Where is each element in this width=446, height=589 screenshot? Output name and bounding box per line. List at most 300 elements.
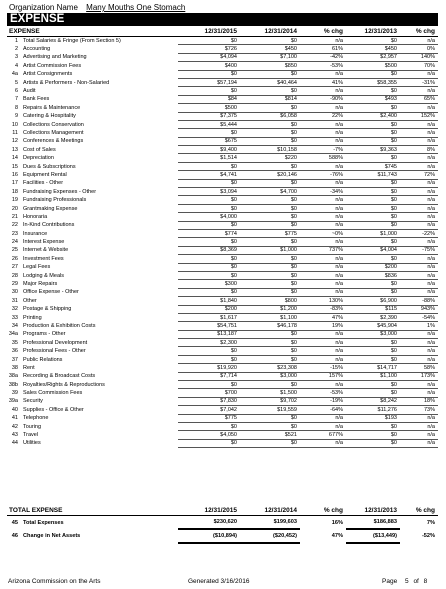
value-2015: $9,400 xyxy=(178,146,240,154)
value-2014: $10,158 xyxy=(240,146,300,154)
expense-row xyxy=(7,146,438,154)
line-number: 9 xyxy=(14,113,18,120)
line-number: 22 xyxy=(11,222,18,229)
line-number: 29 xyxy=(11,281,18,288)
expense-row xyxy=(7,339,438,347)
footer-generated-date: Generated 3/16/2016 xyxy=(188,578,250,585)
value-2013: $0 xyxy=(346,154,400,162)
pct-change-2015-2014: -53% xyxy=(300,389,346,397)
value-2015: $0 xyxy=(178,355,240,363)
line-number: 13 xyxy=(11,146,18,153)
pct-change-2015-2014: -64% xyxy=(300,406,346,414)
value-2013: $0 xyxy=(346,87,400,95)
line-label: Travel xyxy=(23,432,39,439)
pct-change-2014-2013: 18% xyxy=(400,397,438,405)
value-2014: $0 xyxy=(240,221,300,229)
value-2014: $46,178 xyxy=(240,322,300,330)
line-number: 18 xyxy=(11,188,18,195)
value-2013: $0 xyxy=(346,255,400,263)
column-header-2014: 12/31/2014 xyxy=(264,28,297,35)
value-2013: $0 xyxy=(346,129,400,137)
value-2013: $745 xyxy=(346,162,400,170)
line-label: Artist Consignments xyxy=(23,71,73,78)
value-2013: $0 xyxy=(346,355,400,363)
value-2013: $0 xyxy=(346,70,400,78)
total-row xyxy=(7,529,438,543)
expense-row xyxy=(7,196,438,204)
expense-row xyxy=(7,255,438,263)
pct-change-2015-2014: n/a xyxy=(300,238,346,246)
pct-change-2015-2014: -34% xyxy=(300,188,346,196)
pct-change-2014-2013: n/a xyxy=(400,381,438,389)
line-label: Repairs & Maintenance xyxy=(23,104,81,111)
value-2013: $115 xyxy=(346,305,400,313)
line-label: Recording & Broadcast Costs xyxy=(23,373,96,380)
expense-row xyxy=(7,389,438,397)
value-2013: $0 xyxy=(346,288,400,296)
value-2015: $675 xyxy=(178,137,240,145)
line-number: 15 xyxy=(11,163,18,170)
value-2015: $0 xyxy=(178,196,240,204)
value-2014: $0 xyxy=(240,271,300,279)
line-number: 36 xyxy=(11,348,18,355)
pct-change-2014-2013: n/a xyxy=(400,280,438,288)
organization-name-line xyxy=(9,3,185,12)
column-header-2015: 12/31/2015 xyxy=(204,28,237,35)
pct-change-2015-2014: 47% xyxy=(331,533,343,539)
expense-table xyxy=(7,27,438,448)
line-number: 38 xyxy=(11,364,18,371)
pct-change-2015-2014: n/a xyxy=(300,439,346,447)
pct-change-2015-2014: 61% xyxy=(300,45,346,53)
line-label: Dues & Subscriptions xyxy=(23,163,76,170)
pct-change-2014-2013: n/a xyxy=(400,347,438,355)
value-2014: $0 xyxy=(240,204,300,212)
line-number: 39a xyxy=(8,398,18,405)
value-2013: $0 xyxy=(346,389,400,397)
line-number: 40 xyxy=(11,406,18,413)
line-label: Sales Commission Fees xyxy=(23,390,83,397)
line-label: Printing xyxy=(23,314,42,321)
value-2014: $0 xyxy=(240,162,300,170)
value-2015: $0 xyxy=(178,204,240,212)
value-2014: $850 xyxy=(240,62,300,70)
line-label: Professional Fees - Other xyxy=(23,348,86,355)
value-2014: $1,500 xyxy=(240,389,300,397)
column-header-2013: 12/31/2013 xyxy=(364,28,397,35)
value-2013: $58,355 xyxy=(346,78,400,86)
pct-change-2014-2013: 943% xyxy=(400,305,438,313)
value-2014: $20,146 xyxy=(240,171,300,179)
value-2015: $775 xyxy=(178,414,240,422)
line-label: Interest Expense xyxy=(23,239,65,246)
pct-change-2015-2014: -90% xyxy=(300,95,346,103)
pct-change-2015-2014: 737% xyxy=(300,246,346,254)
value-2014: $0 xyxy=(240,414,300,422)
value-2015: $57,194 xyxy=(178,78,240,86)
pct-change-2015-2014: n/a xyxy=(300,129,346,137)
value-2013: $0 xyxy=(346,347,400,355)
line-number: 34 xyxy=(11,322,18,329)
line-label: Rent xyxy=(23,364,35,371)
line-number: 3 xyxy=(14,54,18,61)
value-2015: $7,042 xyxy=(178,406,240,414)
pct-change-2015-2014: n/a xyxy=(300,37,346,45)
value-2015: $0 xyxy=(178,439,240,447)
value-2013: $3,000 xyxy=(346,330,400,338)
footer-page-num: 5 xyxy=(405,578,409,585)
pct-change-2015-2014: n/a xyxy=(300,162,346,170)
expense-row xyxy=(7,204,438,212)
pct-change-2015-2014: n/a xyxy=(300,104,346,112)
line-number: 11 xyxy=(12,129,18,136)
value-2013: $836 xyxy=(346,271,400,279)
pct-change-2015-2014: n/a xyxy=(300,288,346,296)
line-number: 44 xyxy=(11,440,18,447)
organization-label: Organization Name xyxy=(9,3,78,12)
pct-change-2014-2013: n/a xyxy=(400,355,438,363)
line-label: Total Salaries & Fringe (From Section 5) xyxy=(23,37,121,44)
line-number: 24 xyxy=(11,239,18,246)
value-2013: $0 xyxy=(346,422,400,430)
expense-row xyxy=(7,330,438,338)
pct-change-2014-2013: 65% xyxy=(400,95,438,103)
value-2014: $0 xyxy=(240,37,300,45)
footer-page-number xyxy=(382,578,427,585)
expense-row xyxy=(7,288,438,296)
pct-change-2015-2014: -42% xyxy=(300,53,346,61)
expense-column-label: EXPENSE xyxy=(9,28,40,35)
expense-row xyxy=(7,137,438,145)
value-2014: $450 xyxy=(240,45,300,53)
line-number: 34a xyxy=(8,331,18,338)
expense-row xyxy=(7,53,438,61)
line-number: 8 xyxy=(14,104,18,111)
value-2015: $0 xyxy=(178,37,240,45)
line-label: Programs - Other xyxy=(23,331,66,338)
line-label: Change in Net Assets xyxy=(23,533,81,539)
pct-change-2014-2013: n/a xyxy=(400,431,438,439)
line-label: Royalties/Rights & Reproductions xyxy=(23,381,105,388)
line-number: 28 xyxy=(11,272,18,279)
pct-change-2014-2013: n/a xyxy=(400,196,438,204)
pct-change-2015-2014: n/a xyxy=(300,263,346,271)
pct-change-2015-2014: 588% xyxy=(300,154,346,162)
expense-row xyxy=(7,381,438,389)
value-2014: $9,702 xyxy=(240,397,300,405)
value-2013: $0 xyxy=(346,381,400,389)
value-2015: $0 xyxy=(178,87,240,95)
line-label: Facilities - Other xyxy=(23,180,64,187)
expense-row xyxy=(7,305,438,313)
line-label: Honoraria xyxy=(23,213,48,220)
pct-change-2014-2013: -22% xyxy=(400,229,438,237)
line-label: Accounting xyxy=(23,46,51,53)
value-2015: $700 xyxy=(178,389,240,397)
pct-change-2014-2013: n/a xyxy=(400,414,438,422)
line-number: 2 xyxy=(14,46,18,53)
value-2015: $84 xyxy=(178,95,240,103)
value-2015: $726 xyxy=(178,45,240,53)
line-number: 23 xyxy=(11,230,18,237)
pct-change-2015-2014: -7% xyxy=(300,146,346,154)
value-2015: $13,187 xyxy=(178,330,240,338)
expense-row xyxy=(7,162,438,170)
pct-change-2015-2014: n/a xyxy=(300,213,346,221)
pct-change-2015-2014: -19% xyxy=(300,397,346,405)
value-2014: $6,058 xyxy=(240,112,300,120)
pct-change-2014-2013: n/a xyxy=(400,263,438,271)
pct-change-2015-2014: n/a xyxy=(300,179,346,187)
value-2014: $0 xyxy=(240,238,300,246)
totals-header-2013: 12/31/2013 xyxy=(364,507,397,514)
line-label: Collections Management xyxy=(23,129,84,136)
section-title-banner: EXPENSE xyxy=(7,13,438,26)
pct-change-2015-2014: 677% xyxy=(300,431,346,439)
expense-row xyxy=(7,179,438,187)
value-2014: $4,700 xyxy=(240,188,300,196)
line-label: Fundraising Expenses - Other xyxy=(23,188,97,195)
expense-row xyxy=(7,355,438,363)
value-2014: $0 xyxy=(240,120,300,128)
line-number: 20 xyxy=(11,205,18,212)
value-2014: $0 xyxy=(240,255,300,263)
value-2013: $45,904 xyxy=(346,322,400,330)
value-2013: $0 xyxy=(346,431,400,439)
line-number: 14 xyxy=(11,155,18,162)
value-2013: $493 xyxy=(346,95,400,103)
pct-change-2014-2013: n/a xyxy=(400,154,438,162)
expense-header-row xyxy=(7,27,438,37)
line-number: 17 xyxy=(11,180,18,187)
pct-change-2014-2013: 8% xyxy=(400,146,438,154)
expense-row xyxy=(7,313,438,321)
value-2015: $4,741 xyxy=(178,171,240,179)
pct-change-2014-2013: n/a xyxy=(400,271,438,279)
value-2013: $0 xyxy=(346,196,400,204)
value-2013: $1,100 xyxy=(346,372,400,380)
value-2015: $7,714 xyxy=(178,372,240,380)
line-label: Fundraising Professionals xyxy=(23,197,87,204)
value-2013: $0 xyxy=(346,439,400,447)
value-2014: $1,200 xyxy=(240,305,300,313)
pct-change-2014-2013: n/a xyxy=(400,120,438,128)
line-label: Telephone xyxy=(23,415,49,422)
pct-change-2014-2013: 140% xyxy=(400,53,438,61)
expense-row xyxy=(7,280,438,288)
value-2014: $0 xyxy=(240,179,300,187)
pct-change-2015-2014: 130% xyxy=(300,297,346,305)
line-label: Audit xyxy=(23,88,36,95)
line-number: 26 xyxy=(11,255,18,262)
value-2015: $4,000 xyxy=(178,213,240,221)
pct-change-2014-2013: n/a xyxy=(400,87,438,95)
expense-row xyxy=(7,188,438,196)
expense-row xyxy=(7,45,438,53)
expense-row xyxy=(7,112,438,120)
pct-change-2015-2014: n/a xyxy=(300,196,346,204)
pct-change-2015-2014: n/a xyxy=(300,255,346,263)
line-label: Office Expense - Other xyxy=(23,289,79,296)
line-label: Artist Commission Fees xyxy=(23,62,82,69)
value-2015: $0 xyxy=(178,263,240,271)
value-2014: $0 xyxy=(240,104,300,112)
pct-change-2014-2013: n/a xyxy=(400,188,438,196)
value-2013: $0 xyxy=(346,104,400,112)
value-2014: $0 xyxy=(240,439,300,447)
pct-change-2014-2013: n/a xyxy=(400,255,438,263)
expense-row xyxy=(7,62,438,70)
line-number: 33 xyxy=(11,314,18,321)
expense-row xyxy=(7,297,438,305)
line-label: Production & Exhibition Costs xyxy=(23,322,96,329)
footer-organization: Arizona Commission on the Arts xyxy=(8,578,101,585)
value-2015: $4,094 xyxy=(178,53,240,61)
value-2013: $193 xyxy=(346,414,400,422)
line-label: Equipment Rental xyxy=(23,171,67,178)
value-2015: ($10,894) xyxy=(178,529,240,543)
value-2015: $230,620 xyxy=(178,516,240,530)
line-number: 21 xyxy=(11,213,18,220)
value-2013: $2,400 xyxy=(346,112,400,120)
pct-change-2015-2014: n/a xyxy=(300,87,346,95)
pct-change-2015-2014: -83% xyxy=(300,305,346,313)
value-2015: $0 xyxy=(178,129,240,137)
pct-change-2014-2013: n/a xyxy=(400,70,438,78)
value-2013: $0 xyxy=(346,37,400,45)
value-2014: $0 xyxy=(240,355,300,363)
column-header-pct-chg-2: % chg xyxy=(415,28,435,35)
value-2014: $814 xyxy=(240,95,300,103)
line-number: 30 xyxy=(11,289,18,296)
pct-change-2015-2014: n/a xyxy=(300,339,346,347)
line-number: 45 xyxy=(11,519,18,526)
line-number: 32 xyxy=(11,306,18,313)
value-2015: $0 xyxy=(178,271,240,279)
value-2014: $7,100 xyxy=(240,53,300,61)
line-label: Insurance xyxy=(23,230,48,237)
value-2015: $54,751 xyxy=(178,322,240,330)
pct-change-2014-2013: n/a xyxy=(400,162,438,170)
pct-change-2014-2013: n/a xyxy=(400,389,438,397)
pct-change-2015-2014: n/a xyxy=(300,355,346,363)
value-2015: $7,375 xyxy=(178,112,240,120)
pct-change-2015-2014: n/a xyxy=(300,70,346,78)
pct-change-2015-2014: 16% xyxy=(331,519,343,526)
expense-row xyxy=(7,263,438,271)
value-2014: $0 xyxy=(240,87,300,95)
pct-change-2014-2013: n/a xyxy=(400,330,438,338)
line-label: Supplies - Office & Other xyxy=(23,406,84,413)
value-2014: $23,308 xyxy=(240,364,300,372)
line-label: Bank Fees xyxy=(23,96,50,103)
value-2013: $0 xyxy=(346,188,400,196)
line-number: 19 xyxy=(11,197,18,204)
pct-change-2015-2014: 157% xyxy=(300,372,346,380)
value-2015: $3,094 xyxy=(178,188,240,196)
value-2014: $521 xyxy=(240,431,300,439)
value-2013: $186,883 xyxy=(346,516,400,530)
value-2015: $0 xyxy=(178,162,240,170)
value-2015: $2,300 xyxy=(178,339,240,347)
expense-row xyxy=(7,213,438,221)
value-2013: $450 xyxy=(346,45,400,53)
line-label: Legal Fees xyxy=(23,264,51,271)
value-2014: $220 xyxy=(240,154,300,162)
value-2015: $19,920 xyxy=(178,364,240,372)
pct-change-2015-2014: -53% xyxy=(300,62,346,70)
value-2013: $2,390 xyxy=(346,313,400,321)
line-number: 4a xyxy=(11,71,18,78)
pct-change-2014-2013: -54% xyxy=(400,313,438,321)
line-label: In-Kind Contributions xyxy=(23,222,75,229)
line-number: 16 xyxy=(11,171,18,178)
pct-change-2014-2013: -75% xyxy=(400,246,438,254)
value-2014: $19,559 xyxy=(240,406,300,414)
value-2014: $1,100 xyxy=(240,313,300,321)
line-number: 31 xyxy=(11,297,18,304)
value-2014: $0 xyxy=(240,422,300,430)
line-label: Security xyxy=(23,398,43,405)
value-2014: $199,603 xyxy=(240,516,300,530)
value-2015: $0 xyxy=(178,179,240,187)
line-number: 1 xyxy=(14,37,18,44)
value-2013: $8,242 xyxy=(346,397,400,405)
value-2014: $0 xyxy=(240,288,300,296)
pct-change-2015-2014: ~0% xyxy=(300,229,346,237)
pct-change-2014-2013: -88% xyxy=(400,297,438,305)
line-label: Cost of Sales xyxy=(23,146,56,153)
totals-header-2015: 12/31/2015 xyxy=(204,507,237,514)
totals-header-2014: 12/31/2014 xyxy=(264,507,297,514)
value-2015: $0 xyxy=(178,347,240,355)
line-label: Depreciation xyxy=(23,155,54,162)
pct-change-2014-2013: n/a xyxy=(400,213,438,221)
expense-row xyxy=(7,78,438,86)
value-2014: $0 xyxy=(240,347,300,355)
expense-row xyxy=(7,95,438,103)
pct-change-2015-2014: n/a xyxy=(300,204,346,212)
line-number: 27 xyxy=(11,264,18,271)
value-2015: $4,050 xyxy=(178,431,240,439)
value-2014: $775 xyxy=(240,229,300,237)
value-2013: $500 xyxy=(346,62,400,70)
line-number: 35 xyxy=(11,339,18,346)
line-label: Postage & Shipping xyxy=(23,306,72,313)
pct-change-2014-2013: n/a xyxy=(400,439,438,447)
column-header-pct-chg-1: % chg xyxy=(323,28,343,35)
line-label: Major Repairs xyxy=(23,281,58,288)
expense-row xyxy=(7,229,438,237)
value-2014: $1,000 xyxy=(240,246,300,254)
line-label: Other xyxy=(23,297,37,304)
line-number: 12 xyxy=(11,138,18,145)
value-2013: $0 xyxy=(346,238,400,246)
value-2014: $3,000 xyxy=(240,372,300,380)
expense-row xyxy=(7,120,438,128)
value-2013: $0 xyxy=(346,221,400,229)
value-2015: $0 xyxy=(178,381,240,389)
expense-row xyxy=(7,322,438,330)
pct-change-2015-2014: 41% xyxy=(300,78,346,86)
value-2015: $0 xyxy=(178,70,240,78)
expense-row xyxy=(7,37,438,45)
line-number: 42 xyxy=(11,423,18,430)
line-label: Internet & Website xyxy=(23,247,69,254)
line-number: 46 xyxy=(11,533,18,539)
line-label: Investment Fees xyxy=(23,255,64,262)
expense-row xyxy=(7,414,438,422)
